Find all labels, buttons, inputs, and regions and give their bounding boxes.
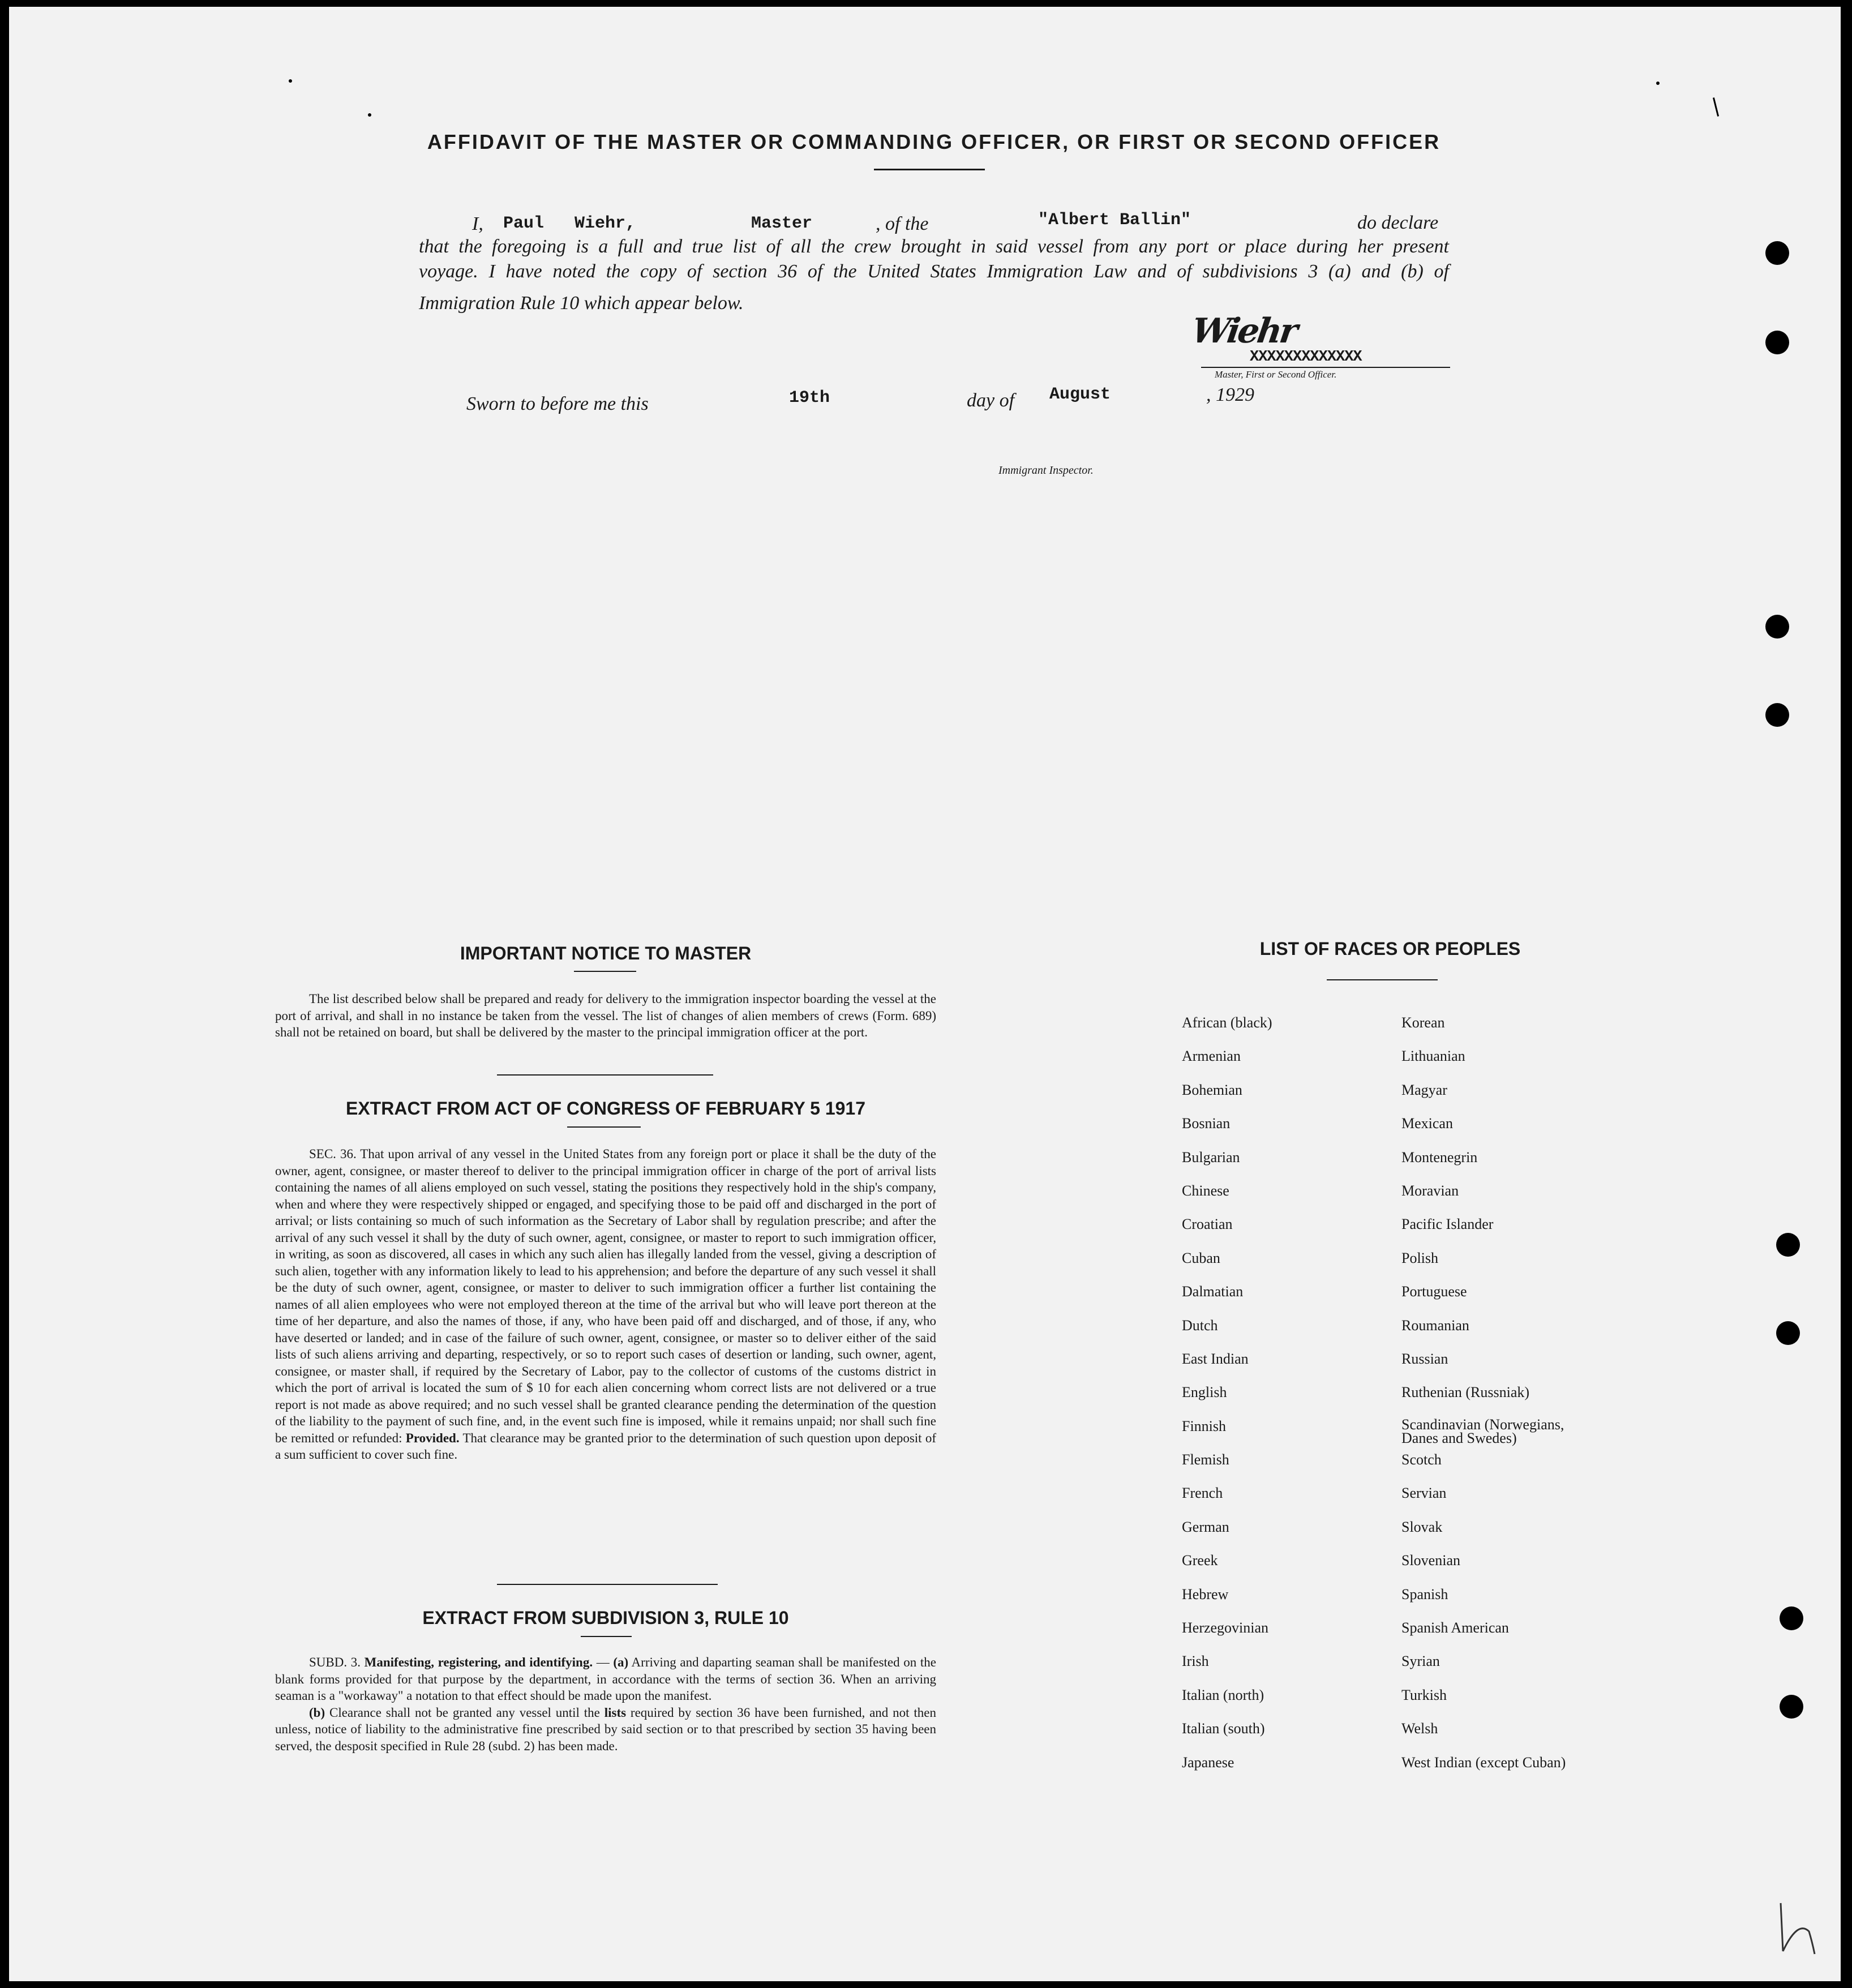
rule10-a-text: Arriving and daparting seaman shall be manifested on the blank forms provided for that purpose by the department, in accordance with the terms of section 36. When an arriving seaman is a "workaway" a notation to that effect should be made upon the manifest. <box>275 1655 937 1703</box>
notice-text: The list described below shall be prepared and ready for delivery to the immigration inspector boarding the vessel at the port of arrival, and shall in no instance be taken from the vessel. The list of changes of alien members of crews (Form. 689) shall not be retained on board, but shall be delivered by the master to the principal immigration officer at the port. <box>275 992 936 1039</box>
races-heading: LIST OF RACES OR PEOPLES <box>1259 939 1521 959</box>
scan-speck <box>289 79 292 83</box>
master-name: Paul Wiehr, <box>503 214 636 233</box>
rule10-subd: SUBD. 3. <box>309 1655 361 1669</box>
race-item: West Indian (except Cuban) <box>1401 1754 1566 1771</box>
pencil-mark <box>1775 1897 1820 1960</box>
scan-mark <box>1713 97 1719 117</box>
punch-hole <box>1765 703 1789 727</box>
race-item: German <box>1182 1518 1229 1535</box>
punch-hole <box>1780 1606 1803 1630</box>
race-item: Dutch <box>1182 1317 1218 1334</box>
affidavit-line-4: Immigration Rule 10 which appear below. <box>419 293 744 314</box>
race-item: Portuguese <box>1401 1283 1467 1300</box>
punch-hole <box>1776 1233 1800 1257</box>
punch-hole <box>1765 615 1789 639</box>
rule10-para-b <box>275 1704 936 1755</box>
race-item: Finnish <box>1182 1417 1227 1434</box>
race-item: Japanese <box>1182 1754 1234 1771</box>
race-item: Ruthenian (Russniak) <box>1401 1384 1530 1401</box>
rule10-b-text2: required by section 36 have been furnished, and not then unless, notice of liability to the administrative fine prescribed by said section or to that prescribed by section 35 having been served, the desposit specified in Rule 28 (subd. 2) has been made. <box>275 1705 936 1753</box>
affidavit-line-3: voyage. I have noted the copy of section 36 of the United States Immigration Law and of subdivisions 3 (a) and (b) of <box>419 261 1449 282</box>
document-page <box>9 7 1841 1981</box>
rule10-heading: EXTRACT FROM SUBDIVISION 3, RULE 10 <box>422 1608 789 1628</box>
punch-hole <box>1780 1695 1803 1719</box>
race-item: Irish <box>1182 1653 1209 1670</box>
race-item: East Indian <box>1182 1350 1249 1367</box>
affidavit-line-2: that the foregoing is a full and true list of all the crew brought in said vessel from any port or place during her present <box>419 236 1449 257</box>
race-item: Russian <box>1401 1350 1448 1367</box>
race-item: Moravian <box>1401 1182 1459 1199</box>
rule10-a-label: (a) <box>613 1655 629 1669</box>
races-underline <box>1327 979 1438 980</box>
race-item: Spanish <box>1401 1586 1448 1603</box>
race-item: Welsh <box>1401 1720 1438 1737</box>
act-body-end: That clearance may be granted prior to the determination of such question upon deposit of a sum sufficient to cover such fine. <box>275 1430 936 1462</box>
race-item: Flemish <box>1182 1451 1229 1468</box>
race-item: Turkish <box>1401 1686 1447 1703</box>
notice-underline <box>574 971 636 972</box>
act-divider <box>497 1584 718 1585</box>
act-provided: Provided. <box>405 1430 460 1445</box>
vessel-name: "Albert Ballin" <box>1038 211 1191 230</box>
race-item: Chinese <box>1182 1182 1229 1199</box>
act-underline <box>567 1126 641 1128</box>
affidavit-title: AFFIDAVIT OF THE MASTER OR COMMANDING OFFICER, OR FIRST OR SECOND OFFICER <box>427 130 1441 153</box>
of-the-label: , of the <box>876 213 929 234</box>
race-item: Italian (south) <box>1182 1720 1265 1737</box>
race-item: Dalmatian <box>1182 1283 1244 1300</box>
race-item: Croatian <box>1182 1216 1233 1233</box>
race-item: Italian (north) <box>1182 1686 1264 1703</box>
act-body: SEC. 36. That upon arrival of any vessel in the United States from any foreign port or place it shall be the duty of the owner, agent, consignee, or master thereof to deliver to the principal immigration officer in charge of the port of arrival lists containing the names of all aliens employed on such vessel, stating the positions they respectively hold in the ship's company, when and where they were respectively shipped or engaged, and specifying those to be paid off and discharged in the port of arrival; or lists containing so much of such information as the Secretary of Labor shall by regulation prescribe; and after the arrival of any such vessel it shall by the duty of such owner, agent, consignee, or master to report to such immigration officer, in writing, as soon as discovered, all cases in which any such alien has illegally landed from the vessel, giving a description of such alien, together with any information likely to lead to his apprehension; and before the departure of any such vessel it shall be the duty of such owner, agent, consignee, or master to deliver to such immigration officer a further list containing the names of all alien employees who were not employed thereon at the time of the arrival but who will leave port thereon at the time of her departure, and also the names of those, if any, who have been paid off and discharged, and of those, if any, who have deserted or landed; and in case of the failure of such owner, agent, consignee, or master so to deliver either of the said lists of such aliens arriving and departing, respectively, or so to report such cases of desertion or landing, such owner, agent, consignee, or master shall, if required by the Secretary of Labor, pay to the collector of customs of the customs district in which the port of arrival is located the sum of $ 10 for each alien concerning whom correct lists are not delivered or a true report is not made as above required; and no such vessel shall be granted clearance pending the determination of the question of the liability to the payment of such fine, and, in the event such fine is imposed, while it remains unpaid; nor shall such fine be remitted or refunded: <box>275 1147 936 1445</box>
race-item: Mexican <box>1401 1115 1453 1132</box>
master-rank: Master <box>751 214 813 233</box>
race-item: Bosnian <box>1182 1115 1231 1132</box>
scan-speck <box>368 113 371 117</box>
sworn-day: 19th <box>789 388 830 408</box>
race-item: French <box>1182 1485 1223 1502</box>
inspector-caption: Immigrant Inspector. <box>998 464 1094 477</box>
race-item: Pacific Islander <box>1401 1216 1494 1233</box>
rule10-b-lists: lists <box>604 1705 627 1720</box>
punch-hole <box>1765 241 1789 265</box>
scan-speck <box>1656 82 1660 85</box>
race-item: Roumanian <box>1401 1317 1469 1334</box>
race-item: Armenian <box>1182 1048 1241 1065</box>
race-item: African (black) <box>1182 1014 1272 1031</box>
punch-hole <box>1776 1321 1800 1345</box>
signature-line <box>1201 367 1450 368</box>
master-signature: Wiehr <box>1189 311 1298 351</box>
act-heading: EXTRACT FROM ACT OF CONGRESS OF FEBRUARY 5 1917 <box>345 1098 866 1119</box>
races-left-column <box>1182 1014 1386 1788</box>
race-item: Greek <box>1182 1552 1218 1569</box>
rule10-b-label: (b) <box>309 1705 325 1720</box>
race-item: Herzegovinian <box>1182 1619 1269 1636</box>
race-item: Bohemian <box>1182 1081 1242 1098</box>
race-item: Hebrew <box>1182 1586 1229 1603</box>
punch-hole <box>1765 331 1789 354</box>
rule10-dash: — <box>593 1655 614 1669</box>
race-item: Montenegrin <box>1401 1149 1478 1166</box>
notice-divider <box>497 1074 713 1076</box>
rule10-subd-title: Manifesting, registering, and identifying. <box>364 1655 593 1669</box>
race-item: Scotch <box>1401 1451 1442 1468</box>
rule10-b-text1: Clearance shall not be granted any vessel until the <box>325 1705 605 1720</box>
notice-heading: IMPORTANT NOTICE TO MASTER <box>460 943 752 963</box>
race-item: Scandinavian (Norwegians, Danes and Swedes) <box>1401 1416 1564 1446</box>
race-item: Korean <box>1401 1014 1445 1031</box>
sworn-label: Sworn to before me this <box>466 393 649 414</box>
race-item: Slovenian <box>1401 1552 1460 1569</box>
day-of-label: day of <box>967 390 1015 411</box>
race-item: Lithuanian <box>1401 1048 1465 1065</box>
sworn-year: , 1929 <box>1206 384 1254 405</box>
race-item: Bulgarian <box>1182 1149 1240 1166</box>
race-item: Servian <box>1401 1485 1447 1502</box>
act-text <box>275 1146 936 1463</box>
race-item: English <box>1182 1384 1227 1401</box>
race-item: Cuban <box>1182 1249 1220 1266</box>
rule10-text <box>275 1654 936 1754</box>
race-item: Slovak <box>1401 1518 1443 1535</box>
title-underline <box>874 169 985 170</box>
race-item: Syrian <box>1401 1653 1440 1670</box>
sworn-month: August <box>1049 385 1111 404</box>
rule10-para-a <box>275 1654 936 1704</box>
race-item: Spanish American <box>1401 1619 1509 1636</box>
race-item: Polish <box>1401 1249 1439 1266</box>
race-item: Magyar <box>1401 1081 1447 1098</box>
rule10-underline <box>581 1636 632 1637</box>
signature-caption: Master, First or Second Officer. <box>1215 369 1337 380</box>
do-declare-label: do declare <box>1357 212 1439 233</box>
signature-strike: XXXXXXXXXXXXX <box>1250 349 1362 366</box>
affidavit-intro: I, <box>472 213 483 234</box>
races-right-column <box>1401 1014 1718 1788</box>
